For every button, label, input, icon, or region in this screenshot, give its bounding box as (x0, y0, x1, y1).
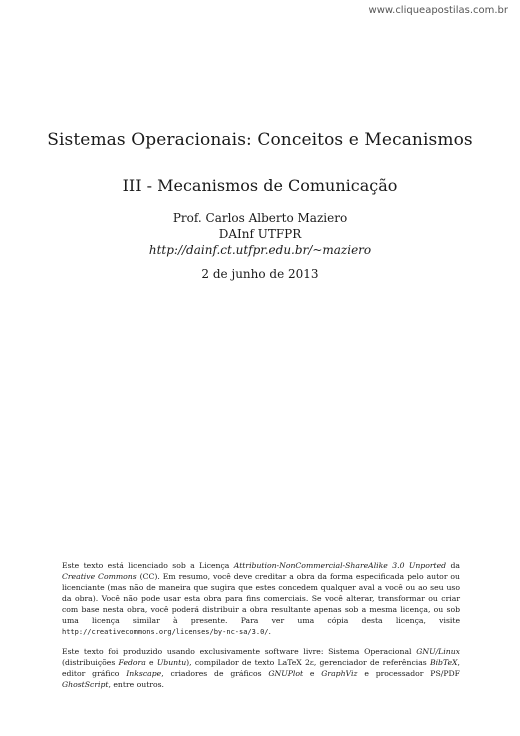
software-text: e (303, 669, 322, 678)
software-text: ), compilador de texto LaTeX 2ε, gerenciador de referências (186, 658, 430, 667)
license-name: Attribution-NonCommercial-ShareAlike 3.0 Unported (233, 561, 447, 570)
license-notice (62, 560, 460, 690)
document-title: Sistemas Operacionais: Conceitos e Mecanismos (47, 130, 473, 150)
software-graphviz: GraphViz (321, 669, 358, 678)
software-text: (distribuições (62, 658, 119, 667)
software-text: , criadores de gráficos (161, 669, 269, 678)
author-block (0, 210, 520, 258)
software-text: Este texto foi produzido usando exclusivamente software livre: Sistema Operacional (62, 647, 417, 656)
software-paragraph (62, 646, 460, 690)
creative-commons: Creative Commons (62, 572, 137, 581)
software-ghostscript: GhostScript (62, 680, 109, 689)
software-text: e (145, 658, 157, 667)
license-text: (CC). Em resumo, você deve creditar a obra da forma especificada pelo autor ou licenciante (mas não de maneira que sugira que estes concedem qualquer aval a você ou ao seu uso da obra). Você não pode usar esta obra para fins comerciais. Se você alterar, transformar ou criar com base nesta obra, você poderá distribuir a obra resultante apenas sob a mesma licença, ou sob uma licença similar à presente. Para ver uma cópia desta licença, visite (62, 572, 461, 625)
software-text: , editor gráfico (62, 658, 460, 678)
software-gnuplot: GNUPlot (268, 669, 304, 678)
watermark: www.cliqueapostilas.com.br (368, 5, 508, 16)
license-paragraph (62, 560, 460, 638)
author-name: Prof. Carlos Alberto Maziero (172, 211, 348, 225)
software-gnu-linux: GNU/Linux (416, 647, 460, 656)
license-text: . (268, 627, 271, 636)
document-date: 2 de junho de 2013 (201, 267, 319, 281)
author-affiliation: DAInf UTFPR (218, 227, 302, 241)
software-ubuntu: Ubuntu (156, 658, 187, 667)
software-text: e processador PS/PDF (357, 669, 461, 678)
document-subtitle: III - Mecanismos de Comunicação (122, 176, 398, 195)
license-link[interactable]: http://creativecommons.org/licenses/by-nc-sa/3.0/ (62, 628, 269, 636)
license-text: Este texto está licenciado sob a Licença (62, 561, 234, 570)
software-fedora: Fedora (118, 658, 146, 667)
license-text: da (446, 561, 460, 570)
software-inkscape: Inkscape (126, 669, 162, 678)
author-url[interactable]: http://dainf.ct.utfpr.edu.br/~maziero (148, 243, 372, 257)
software-text: , entre outros. (108, 680, 164, 689)
software-bibtex: BibTeX (429, 658, 458, 667)
